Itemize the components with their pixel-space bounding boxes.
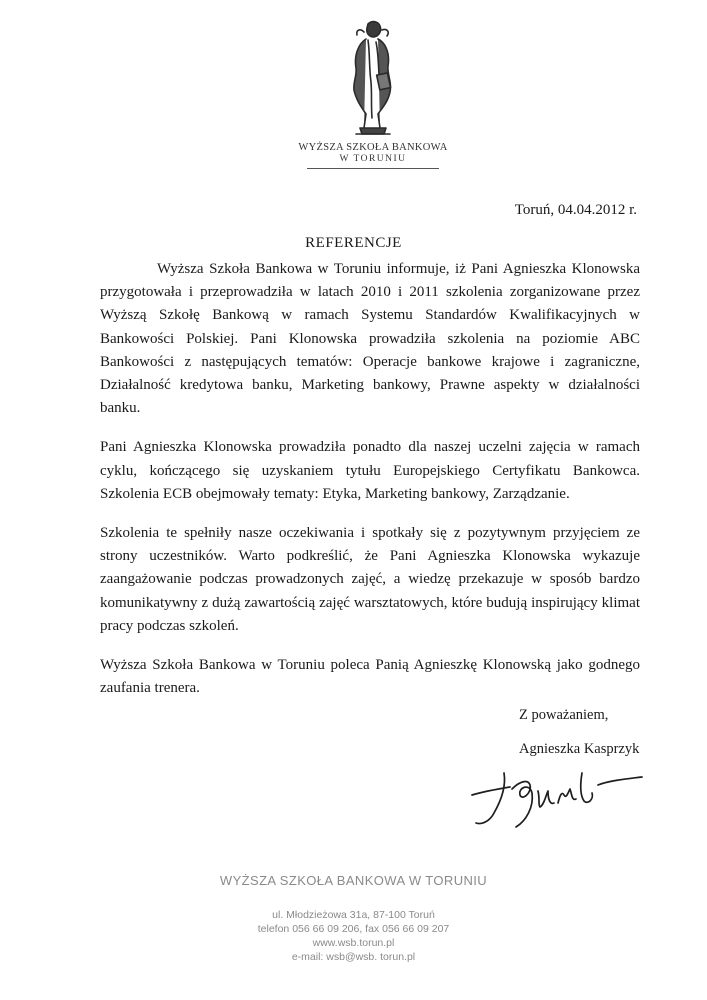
paragraph-evaluation: Szkolenia te spełniły nasze oczekiwania i spotkały się z pozytywnym przyjęciem ze strony uczestników. Warto podkreślić, że Pani Agnieszka Klonowska wykazuje zaangażowanie podczas prowadzonych zajęć, a wiedzę przekazuje w sposób bardzo komunikatywny z dużą zawartością zajęć warsztatowych, które budują inspirujący klimat pracy podczas szkoleń. <box>100 525 640 634</box>
logo-name-line2: W TORUNIU <box>339 154 407 164</box>
paragraph-intro: Wyższa Szkoła Bankowa w Toruniu informuje, iż Pani Agnieszka Klonowska przygotowała i przeprowadziła w latach 2010 i 2011 szkolenia zorganizowane przez Wyższą Szkołę Bankową w ramach Systemu Standardów Kwalifikacyjnych w Bankowości Polskiej. Pani Klonowska prowadziła szkolenia na poziomie ABC Bankowości z następujących tematów: Operacje bankowe krajowe i zagraniczne, Działalność kredytowa banku, Marketing bankowy, Prawne aspekty w działalności banku. <box>100 261 640 417</box>
closing-salutation: Z poważaniem, <box>519 707 609 723</box>
paragraph-recommendation: Wyższa Szkoła Bankowa w Toruniu poleca Panią Agnieszkę Klonowską jako godnego zaufania trenera. <box>100 657 640 697</box>
letter-title: REFERENCJE <box>305 235 402 251</box>
signer-name: Agnieszka Kasprzyk <box>519 741 640 757</box>
footer-phone: telefon 056 66 09 206, fax 056 66 09 207 <box>257 923 450 935</box>
school-logo <box>298 18 448 169</box>
logo-underline <box>307 168 439 169</box>
footer-address: ul. Młodzieżowa 31a, 87-100 Toruń <box>272 909 435 921</box>
logo-name-line1: WYŻSZA SZKOŁA BANKOWA <box>298 142 448 153</box>
letter-body <box>100 258 640 700</box>
footer-school-name: WYŻSZA SZKOŁA BANKOWA W TORUNIU <box>219 873 488 888</box>
footer-email-link[interactable]: e-mail: wsb@wsb. torun.pl <box>291 951 416 963</box>
handwritten-signature <box>468 765 648 840</box>
copernicus-statue-emblem <box>338 18 408 140</box>
footer-website-link[interactable]: www.wsb.torun.pl <box>312 937 395 949</box>
letter-date: Toruń, 04.04.2012 r. <box>514 202 637 218</box>
paragraph-ecb: Pani Agnieszka Klonowska prowadziła ponadto dla naszej uczelni zajęcia w ramach cyklu, kończącego się uzyskaniem tytułu Europejskiego Certyfikatu Bankowca. Szkolenia ECB obejmowały tematy: Etyka, Marketing bankowy, Zarządzanie. <box>100 439 640 502</box>
